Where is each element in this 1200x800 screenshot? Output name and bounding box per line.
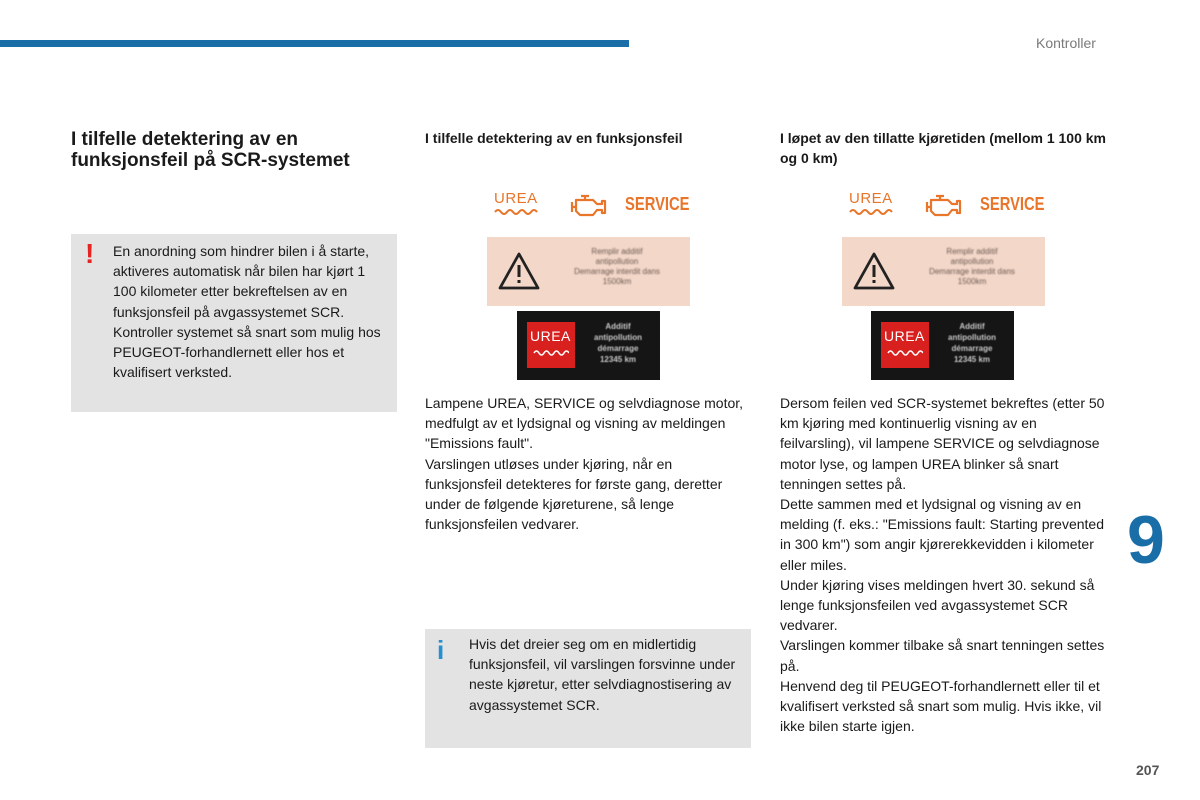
page-title: I tilfelle detektering av en funksjonsfeil på SCR-systemet	[71, 129, 350, 171]
warning-box	[71, 234, 397, 412]
warning-triangle-icon	[497, 251, 541, 291]
right-heading: I løpet av den tillatte kjøretiden (mellom 1 100 km og 0 km)	[780, 130, 1106, 166]
section-title: Kontroller	[1036, 35, 1096, 51]
info-text: Hvis det dreier seg om en midlertidig funksjonsfeil, vil varslingen forsvinne under neste kjøretur, etter selvdiagnostisering av avgassystemet SCR.	[469, 636, 736, 713]
urea-wave-icon	[533, 349, 569, 357]
warning-triangle-icon	[852, 251, 896, 291]
middle-body-text: Lampene UREA, SERVICE og selvdiagnose motor, medfulgt av et lydsignal og visning av meldingen "Emissions fault". Varslingen utløses under kjøring, når en funksjonsfeil detekteres for første gang, deretter under de følgende kjøreturene, så lenge funksjonsfeilen vedvarer.	[425, 395, 744, 533]
info-icon: i	[437, 635, 445, 665]
urea-wave-icon	[887, 349, 923, 357]
engine-check-icon	[569, 193, 609, 219]
message-display-panel	[487, 237, 690, 306]
urea-wave-icon	[849, 208, 893, 216]
warning-text: En anordning som hindrer bilen i å starte, aktiveres automatisk når bilen har kjørt 1 100 kilometer etter bekreftelsen av en funksjonsfeil på avgassystemet SCR. Kontroller systemet så snart som mulig hos PEUGEOT-forhandlernett eller hos et kvalifisert verksted.	[113, 243, 381, 381]
right-body-text: Dersom feilen ved SCR-systemet bekreftes (etter 50 km kjøring med kontinuerlig visning av en feilvarsling), vil lampene SERVICE og selvdiagnose motor lyse, og lampen UREA blinker så snart tenningen settes på. Dette sammen med et lydsignal og visning av en melding (f. eks.: "Emissions fault: Starting prevented in 300 km") som angir kjørerekkevidden i kilometer eller miles. Under kjøring vises meldingen hvert 30. sekund så lenge funksjonsfeilen ved avgassystemet SCR vedvarer. Varslingen kommer tilbake så snart tenningen settes på. Henvend deg til PEUGEOT-forhandlernett eller til et kvalifisert verksted så snart som mulig. Hvis ikke, vil ikke bilen starte igjen.	[780, 395, 1105, 735]
urea-display-panel	[517, 311, 660, 380]
engine-check-icon	[924, 193, 964, 219]
exclamation-icon: !	[85, 238, 95, 269]
urea-lamp: UREA	[494, 190, 538, 207]
warning-lamps	[494, 190, 724, 220]
service-lamp: SERVICE	[980, 194, 1045, 214]
display-message: Additif antipollution démarrage 12345 km	[948, 322, 996, 364]
urea-red-indicator: UREA	[527, 322, 575, 368]
urea-wave-icon	[494, 208, 538, 216]
urea-red-indicator: UREA	[881, 322, 929, 368]
urea-display-panel	[871, 311, 1014, 380]
display-message: Remplir additif antipollution Demarrage interdit dans 1500km	[929, 247, 1015, 286]
service-lamp: SERVICE	[625, 194, 690, 214]
urea-lamp: UREA	[849, 190, 893, 207]
page-number: 207	[1136, 762, 1160, 778]
info-box	[425, 629, 751, 748]
chapter-number: 9	[1127, 502, 1165, 578]
warning-lamps	[849, 190, 1079, 220]
display-message: Remplir additif antipollution Demarrage interdit dans 1500km	[574, 247, 660, 286]
header-accent-bar	[0, 40, 629, 47]
message-display-panel	[842, 237, 1045, 306]
display-message: Additif antipollution démarrage 12345 km	[594, 322, 642, 364]
middle-heading: I tilfelle detektering av en funksjonsfeil	[425, 130, 683, 146]
